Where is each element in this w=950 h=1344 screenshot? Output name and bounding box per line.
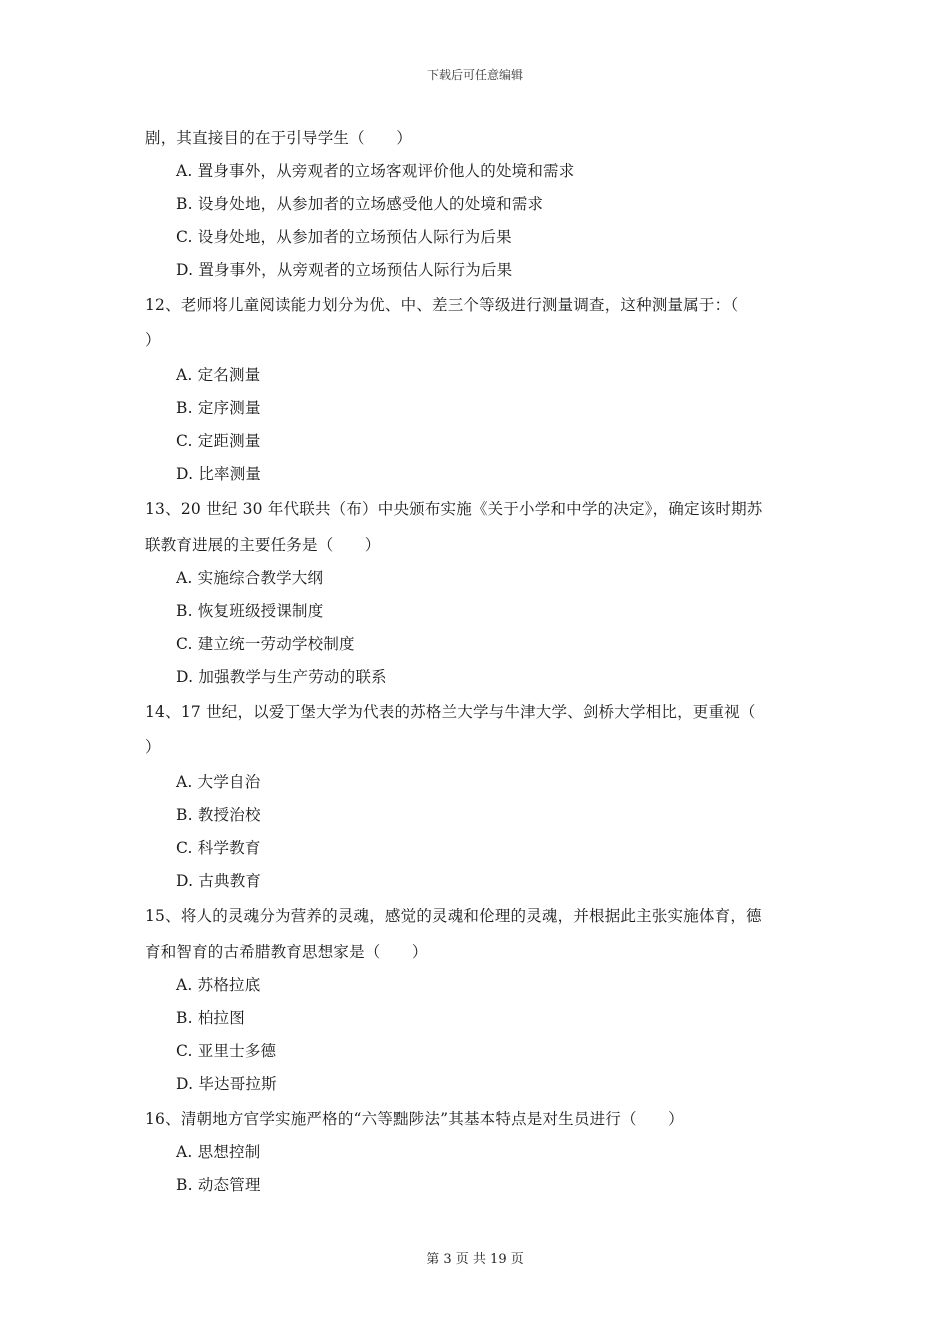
question-15: 15、将人的灵魂分为营养的灵魂，感觉的灵魂和伦理的灵魂，并根据此主张实施体育，德 (145, 907, 762, 925)
page-header: 下载后可任意编辑 (426, 68, 523, 82)
option-b: B. 柏拉图 (176, 1009, 245, 1027)
option-b: B. 设身处地，从参加者的立场感受他人的处境和需求 (176, 195, 544, 213)
question-13-cont: 联教育进展的主要任务是（ ） (145, 536, 381, 554)
question-12: 12、老师将儿童阅读能力划分为优、中、差三个等级进行测量调查，这种测量属于：（ (145, 296, 739, 314)
option-a: A. 定名测量 (176, 366, 261, 384)
option-d: D. 古典教育 (176, 872, 262, 890)
question-13: 13、20 世纪 30 年代联共（布）中央颁布实施《关于小学和中学的决定》，确定该时期苏 (145, 500, 763, 518)
option-c: C. 设身处地，从参加者的立场预估人际行为后果 (176, 228, 512, 246)
question-continuation: 剧，其直接目的在于引导学生（ ） (145, 129, 412, 147)
question-14: 14、17 世纪，以爱丁堡大学为代表的苏格兰大学与牛津大学、剑桥大学相比，更重视（ (145, 703, 756, 721)
option-b: B. 教授治校 (176, 806, 261, 824)
option-a: A. 苏格拉底 (176, 976, 261, 994)
option-a: A. 大学自治 (176, 773, 261, 791)
option-d: D. 加强教学与生产劳动的联系 (176, 668, 387, 686)
option-c: C. 科学教育 (176, 839, 261, 857)
page-footer: 第 3 页 共 19 页 (426, 1252, 524, 1267)
option-a: A. 置身事外，从旁观者的立场客观评价他人的处境和需求 (176, 162, 575, 180)
option-b: B. 恢复班级授课制度 (176, 602, 324, 620)
question-16: 16、清朝地方官学实施严格的“六等黜陟法”其基本特点是对生员进行（ ） (145, 1110, 684, 1128)
option-a: A. 实施综合教学大纲 (176, 569, 324, 587)
option-d: D. 毕达哥拉斯 (176, 1075, 277, 1093)
option-c: C. 亚里士多德 (176, 1042, 277, 1060)
option-d: D. 置身事外，从旁观者的立场预估人际行为后果 (176, 261, 513, 279)
question-12-cont: ） (145, 331, 161, 349)
option-a: A. 思想控制 (176, 1143, 261, 1161)
option-c: C. 定距测量 (176, 432, 261, 450)
option-c: C. 建立统一劳动学校制度 (176, 635, 355, 653)
option-d: D. 比率测量 (176, 465, 262, 483)
question-15-cont: 育和智育的古希腊教育思想家是（ ） (145, 943, 428, 961)
question-14-cont: ） (145, 738, 161, 756)
option-b: B. 定序测量 (176, 399, 261, 417)
option-b: B. 动态管理 (176, 1176, 261, 1194)
